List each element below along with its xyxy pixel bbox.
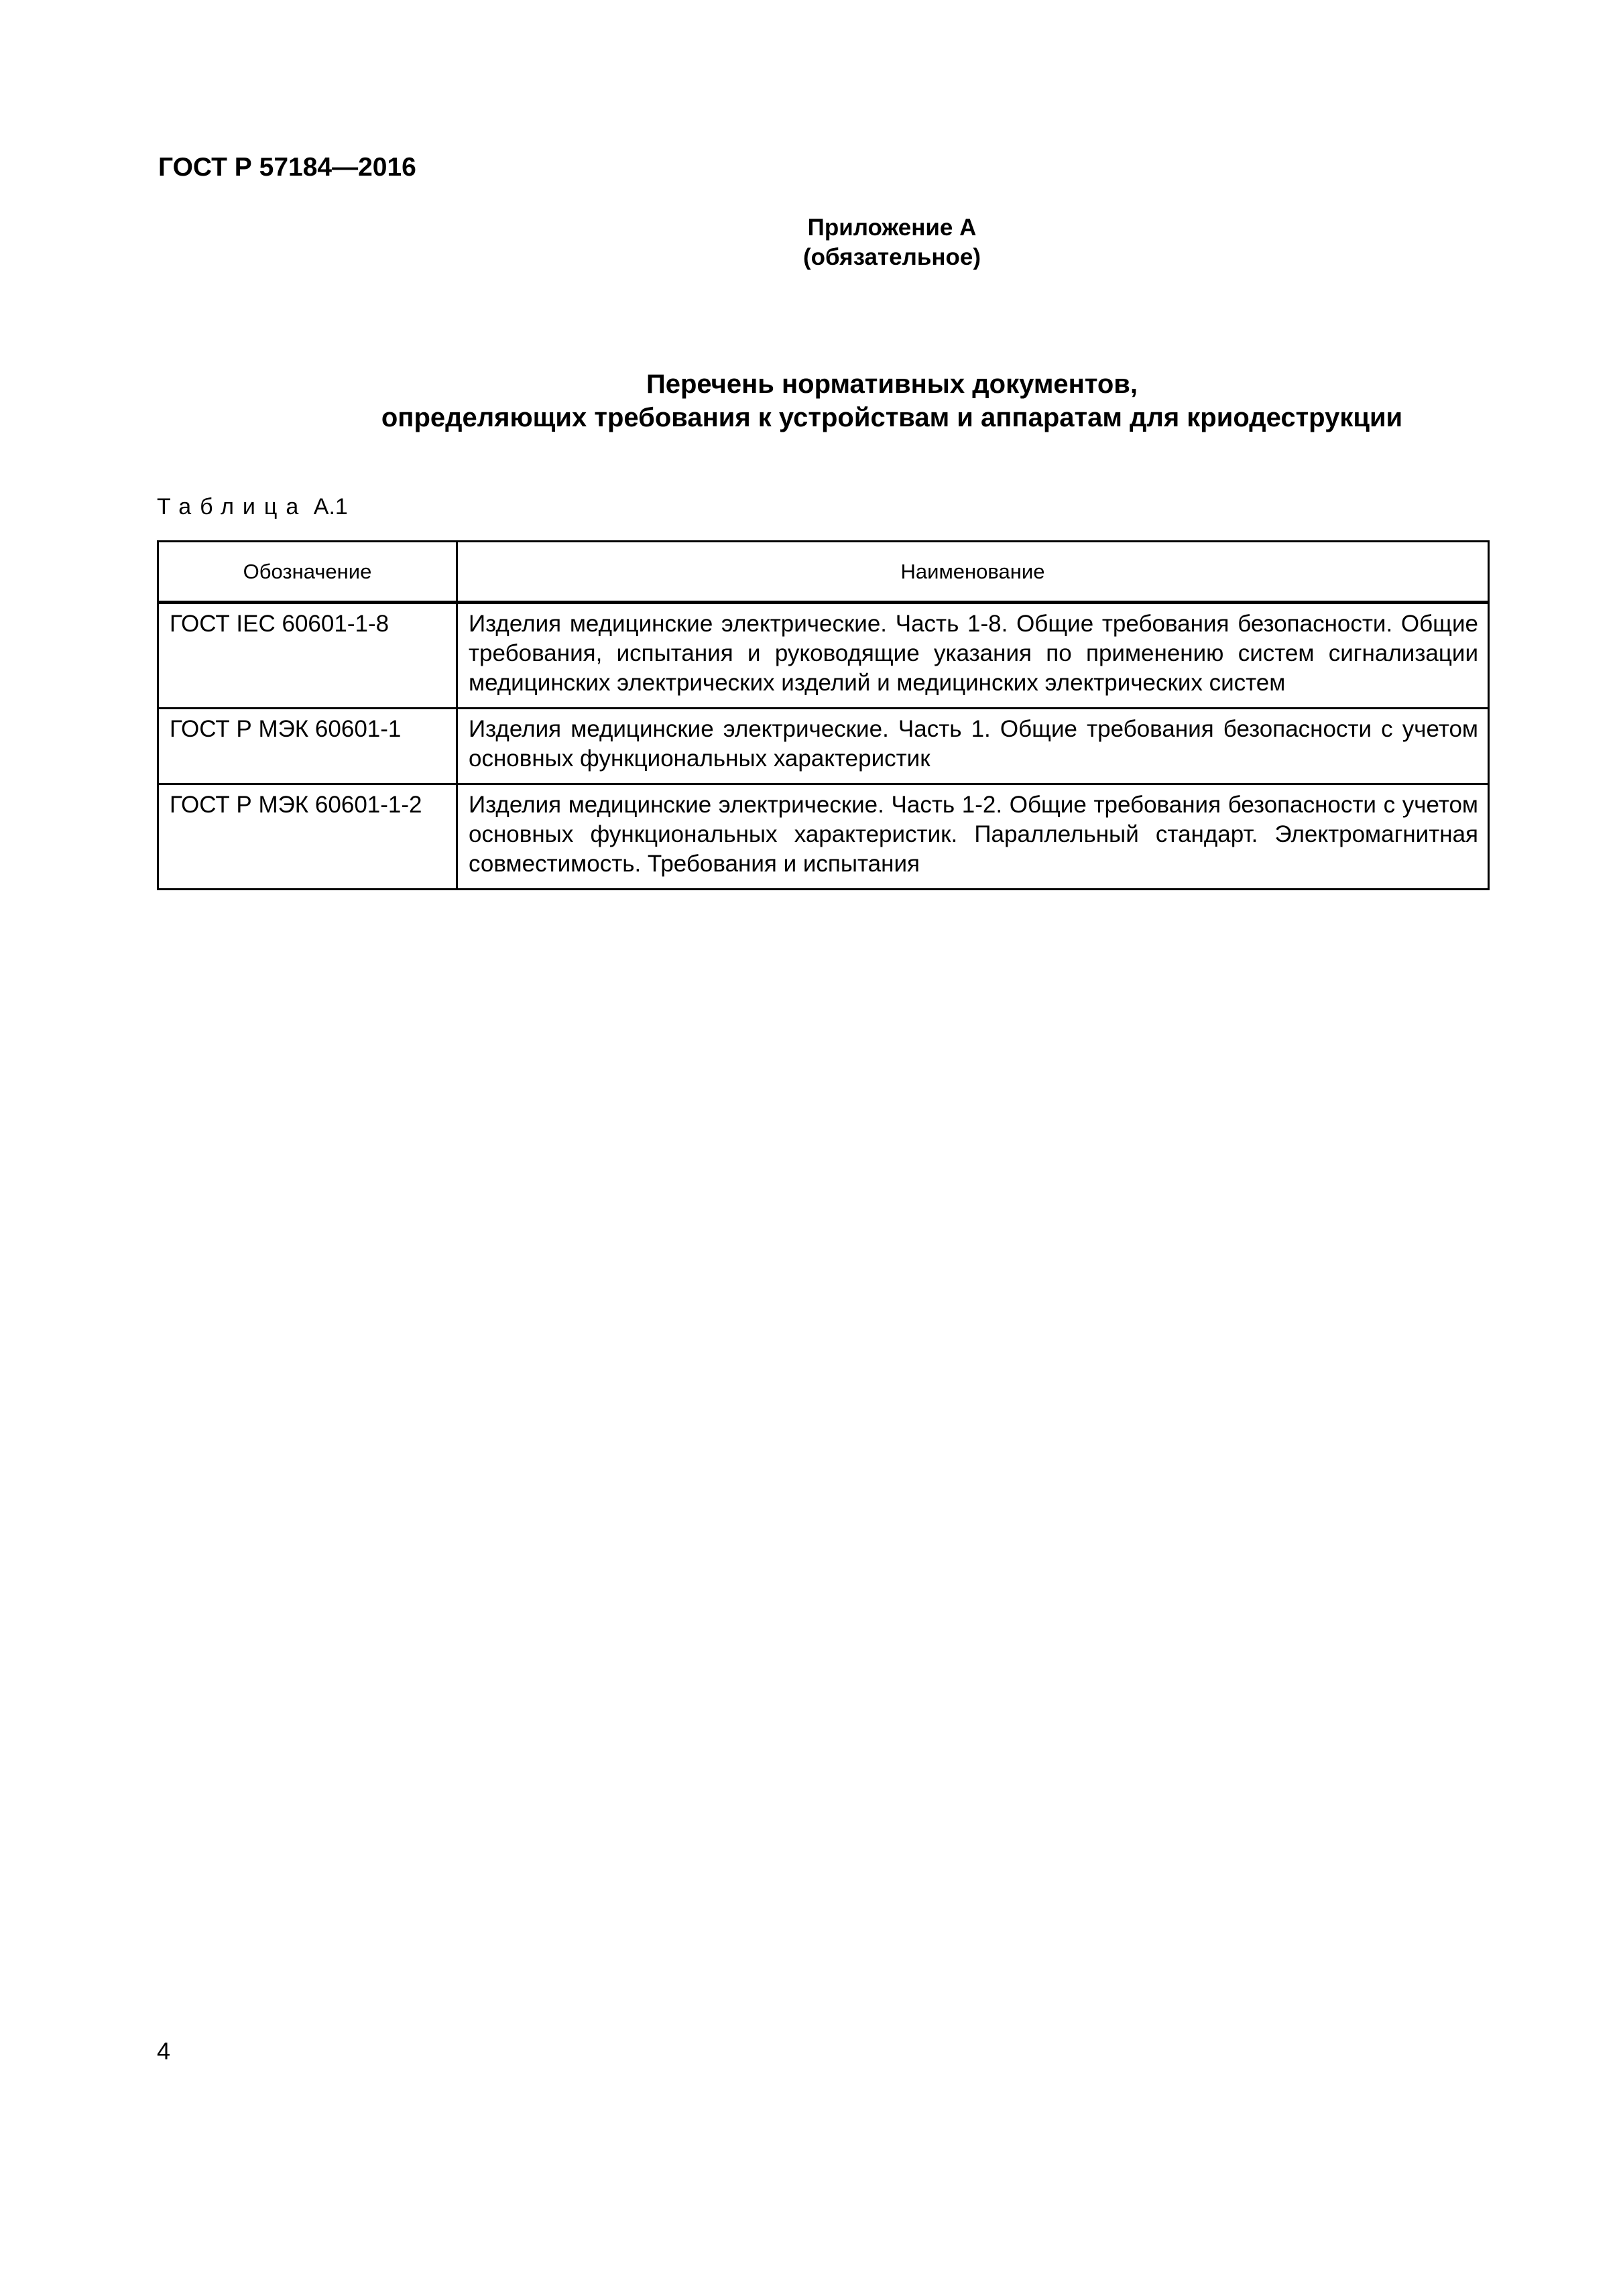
documents-table: [157, 540, 1490, 890]
heading-line-1: Перечень нормативных документов,: [646, 369, 1138, 399]
name-cell: Изделия медицинские электрические. Часть 1-8. Общие требования безопасности. Общие требования, испытания и руководящие указания по применению систем сигнализации медицинских электрических изделий и медицинских электрических систем: [457, 603, 1489, 709]
table-row: [158, 709, 1489, 784]
designation-cell: ГОСТ IEC 60601-1-8: [158, 603, 457, 709]
annex-block: [0, 213, 1623, 272]
column-header-name: Наименование: [457, 542, 1489, 603]
table-row: [158, 603, 1489, 709]
table-header-row: [158, 542, 1489, 603]
column-header-designation: Обозначение: [158, 542, 457, 603]
section-heading: [0, 367, 1623, 434]
name-cell: Изделия медицинские электрические. Часть 1-2. Общие требования безопасности с учетом основных функциональных характеристик. Параллельный стандарт. Электромагнитная совместимость. Требования и испытания: [457, 784, 1489, 890]
table-caption-word: Таблица: [157, 494, 308, 520]
table-caption: [157, 493, 348, 521]
designation-cell: ГОСТ Р МЭК 60601-1-2: [158, 784, 457, 890]
document-code: ГОСТ Р 57184—2016: [158, 153, 416, 182]
name-cell: Изделия медицинские электрические. Часть 1. Общие требования безопасности с учетом основных функциональных характеристик: [457, 709, 1489, 784]
page-number: 4: [157, 2037, 171, 2065]
heading-line-2: определяющих требования к устройствам и аппаратам для криодеструкции: [381, 403, 1403, 432]
annex-title: Приложение А: [807, 215, 977, 241]
annex-status: (обязательное): [802, 244, 981, 270]
designation-cell: ГОСТ Р МЭК 60601-1: [158, 709, 457, 784]
table-caption-number: А.1: [313, 494, 348, 520]
table-row: [158, 784, 1489, 890]
